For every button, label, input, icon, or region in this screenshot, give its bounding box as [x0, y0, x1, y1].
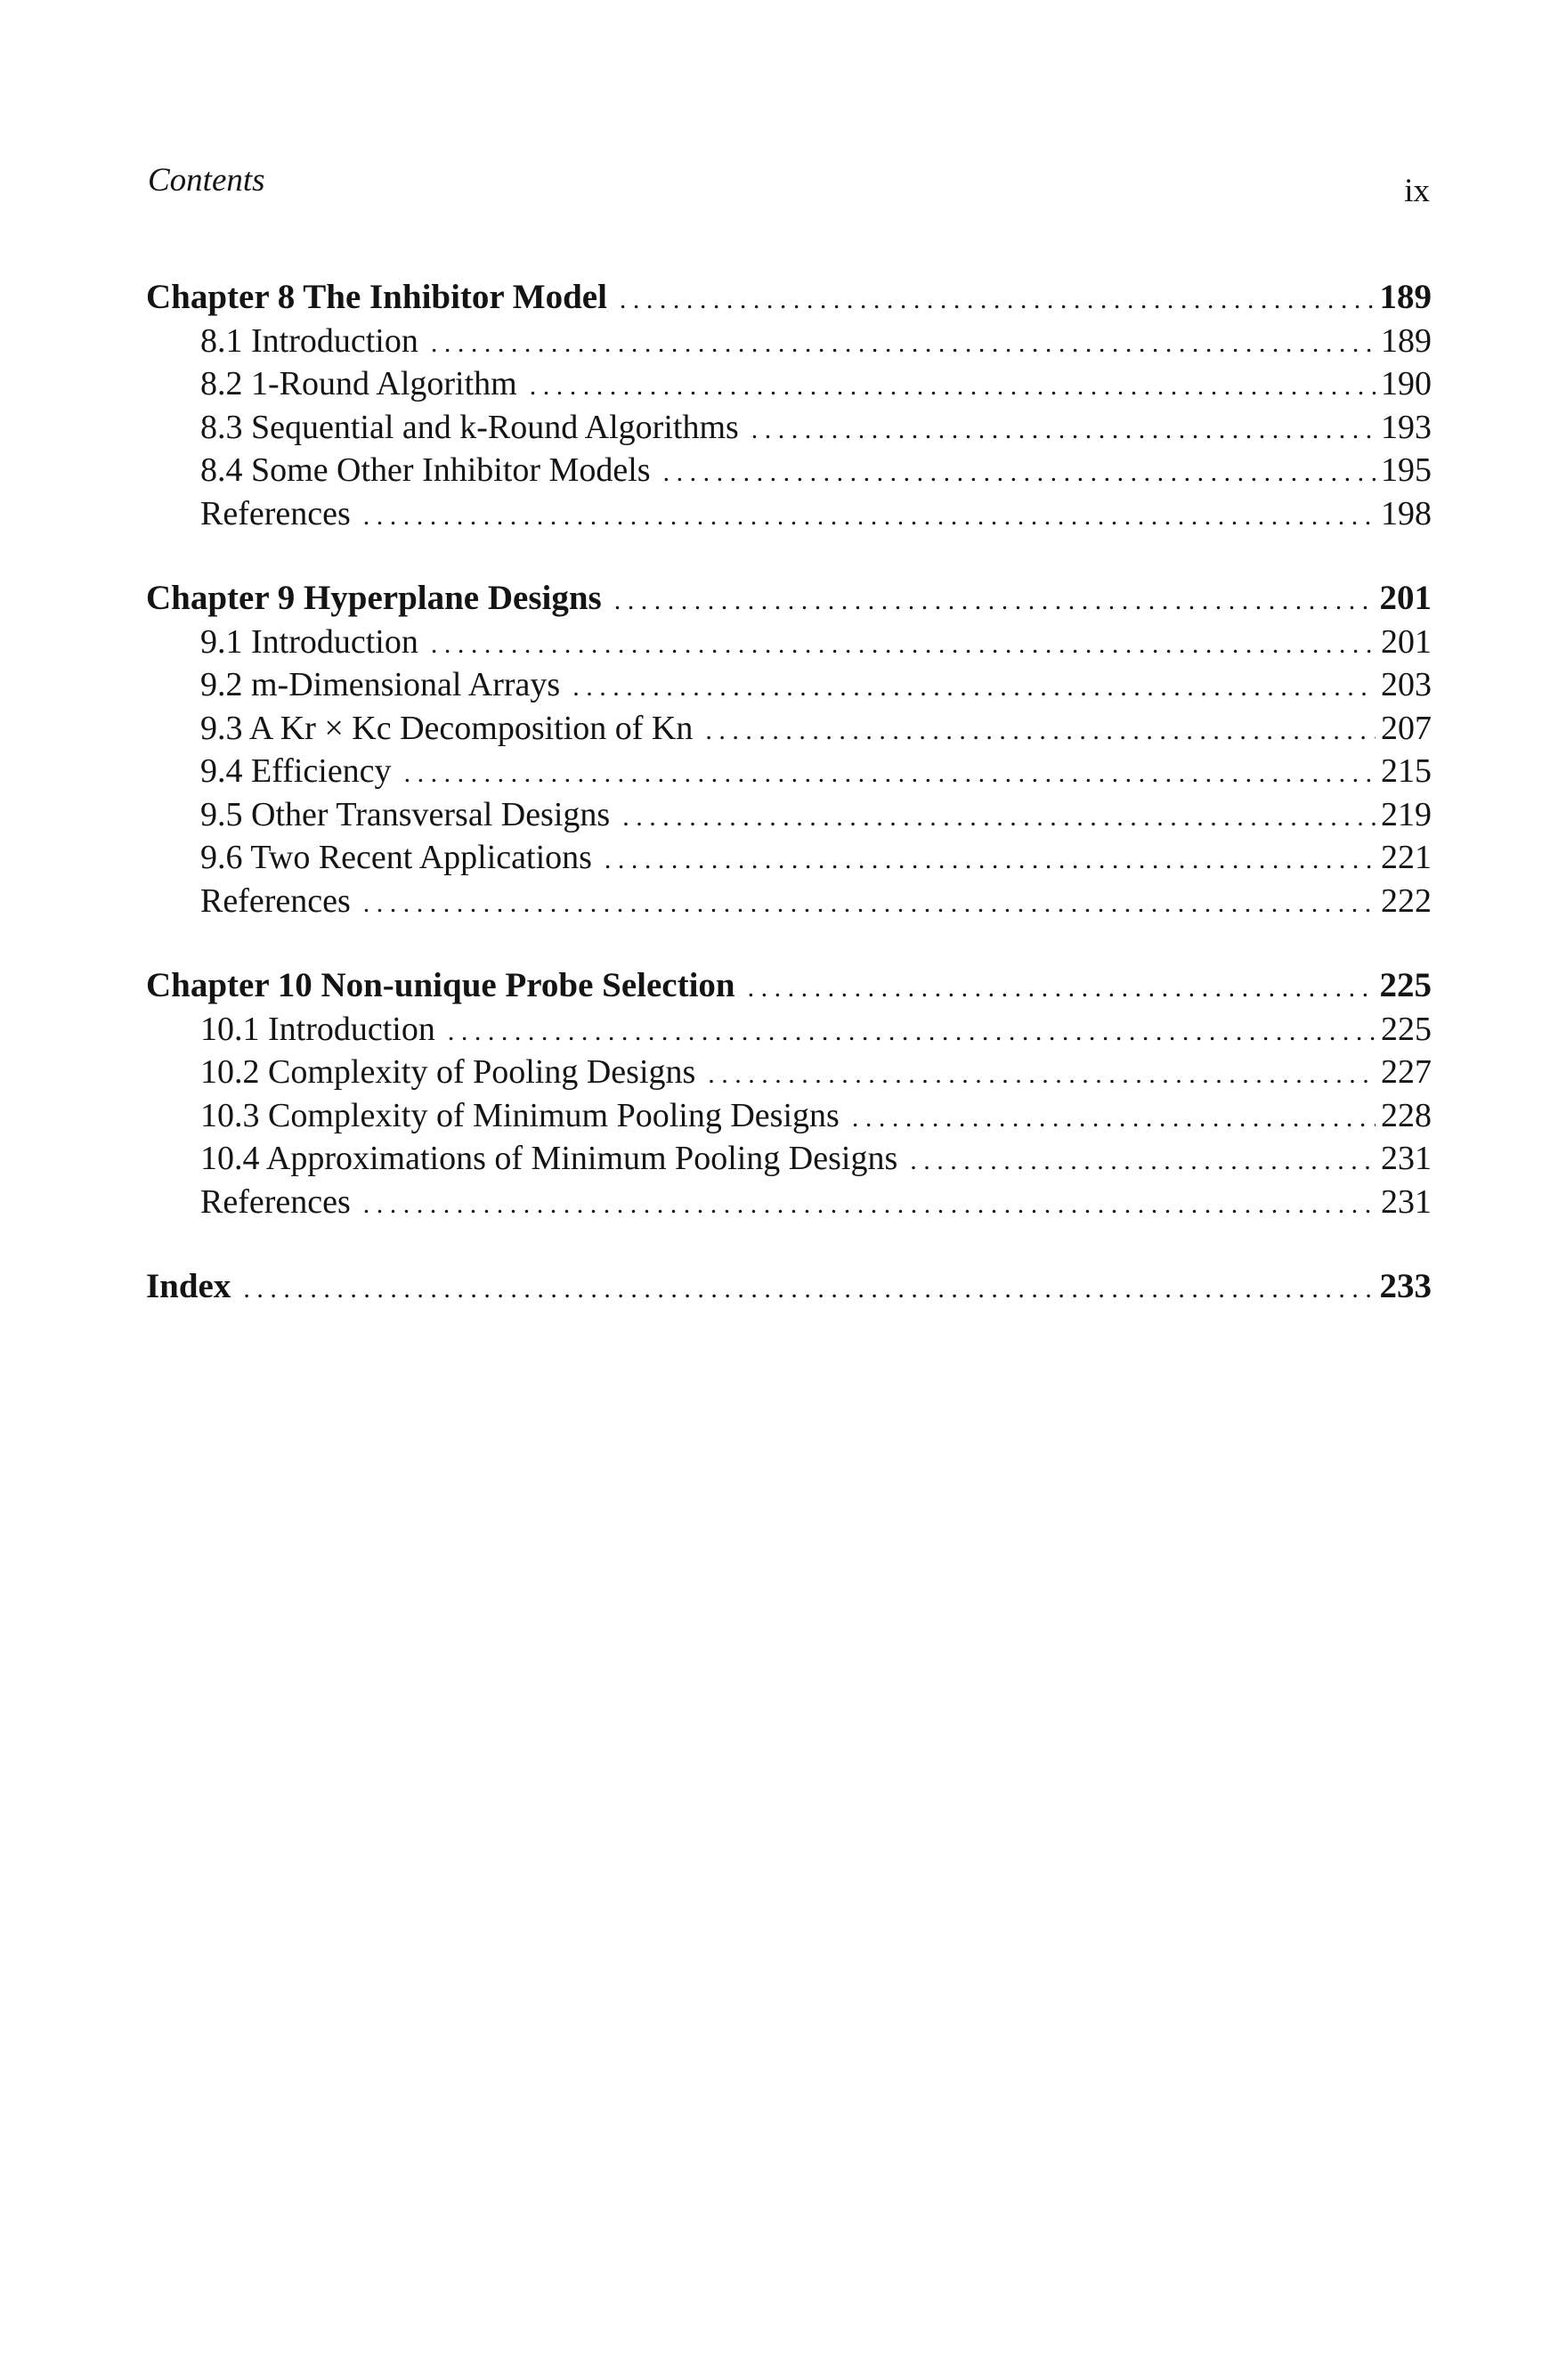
entry-page-number: 225	[1381, 1010, 1432, 1048]
page-number: ix	[1404, 173, 1430, 209]
toc-entry[interactable]	[146, 1008, 1432, 1052]
chapter-title: Chapter 9 Hyperplane Designs	[146, 579, 602, 617]
toc-chapter-heading[interactable]	[146, 964, 1432, 1008]
chapter-title: Chapter 8 The Inhibitor Model	[146, 278, 607, 316]
dot-leader	[605, 839, 1376, 882]
toc-entry[interactable]	[146, 621, 1432, 664]
chapter-10-block	[146, 964, 1432, 1223]
entry-page-number: 198	[1381, 494, 1432, 532]
chapter-8-block	[146, 276, 1432, 535]
chapter-title: Chapter 10 Non-unique Probe Selection	[146, 966, 735, 1004]
chapter-9-block	[146, 577, 1432, 922]
toc-entry[interactable]	[146, 1051, 1432, 1094]
dot-leader	[910, 1140, 1376, 1183]
dot-leader	[404, 752, 1376, 796]
toc-entry[interactable]	[146, 1181, 1432, 1224]
dot-leader	[363, 1183, 1376, 1227]
entry-page-number: 222	[1381, 881, 1432, 920]
entry-page-number: 190	[1381, 365, 1432, 402]
toc-entry[interactable]	[146, 663, 1432, 707]
chapter-page-number: 189	[1379, 278, 1432, 316]
entry-title: 9.3 A Kr × Kc Decomposition of Kn	[200, 709, 694, 747]
chapter-page-number: 225	[1379, 966, 1432, 1004]
dot-leader	[431, 623, 1376, 667]
dot-leader	[663, 451, 1376, 495]
entry-title: 10.3 Complexity of Minimum Pooling Designs	[200, 1096, 840, 1134]
dot-leader	[708, 1053, 1376, 1097]
entry-page-number: 201	[1381, 622, 1432, 661]
dot-leader	[705, 710, 1376, 753]
toc-entry[interactable]	[146, 707, 1432, 751]
toc-entry[interactable]	[146, 880, 1432, 923]
entry-page-number: 231	[1381, 1182, 1432, 1221]
dot-leader	[748, 967, 1375, 1011]
toc-index-heading[interactable]	[146, 1265, 1432, 1309]
toc-entry[interactable]	[146, 406, 1432, 450]
dot-leader	[530, 365, 1376, 409]
dot-leader	[572, 666, 1376, 710]
dot-leader	[363, 495, 1376, 539]
entry-title: 9.5 Other Transversal Designs	[200, 795, 611, 833]
dot-leader	[448, 1011, 1376, 1054]
entry-title: References	[200, 494, 351, 532]
entry-page-number: 215	[1381, 752, 1432, 790]
running-title: Contents	[148, 162, 265, 199]
entry-title: 9.4 Efficiency	[200, 752, 392, 790]
toc-entry[interactable]	[146, 750, 1432, 793]
dot-leader	[431, 322, 1376, 366]
entry-title: 8.1 Introduction	[200, 321, 418, 360]
dot-leader	[243, 1268, 1374, 1312]
dot-leader	[852, 1097, 1376, 1141]
entry-title: 10.1 Introduction	[200, 1010, 435, 1048]
index-page-number: 233	[1379, 1267, 1432, 1305]
dot-leader	[363, 882, 1376, 926]
entry-title: References	[200, 881, 351, 920]
dot-leader	[620, 279, 1375, 322]
entry-page-number: 221	[1381, 839, 1432, 876]
entry-page-number: 231	[1381, 1140, 1432, 1177]
entry-title: 10.4 Approximations of Minimum Pooling Designs	[200, 1140, 898, 1177]
entry-title: 9.2 m-Dimensional Arrays	[200, 666, 561, 703]
entry-page-number: 189	[1381, 321, 1432, 360]
toc-entry[interactable]	[146, 836, 1432, 880]
entry-page-number: 203	[1381, 666, 1432, 703]
toc-entry[interactable]	[146, 320, 1432, 363]
entry-page-number: 219	[1381, 795, 1432, 833]
entry-title: 10.2 Complexity of Pooling Designs	[200, 1053, 696, 1091]
dot-leader	[614, 580, 1375, 623]
entry-title: 8.4 Some Other Inhibitor Models	[200, 451, 651, 489]
entry-title: 9.1 Introduction	[200, 622, 418, 661]
toc-entry[interactable]	[146, 362, 1432, 406]
table-of-contents	[146, 276, 1432, 1309]
entry-page-number: 195	[1381, 451, 1432, 489]
entry-title: 9.6 Two Recent Applications	[200, 839, 592, 876]
toc-chapter-heading[interactable]	[146, 577, 1432, 621]
running-header	[148, 158, 1430, 209]
toc-chapter-heading[interactable]	[146, 276, 1432, 320]
entry-page-number: 227	[1381, 1053, 1432, 1091]
entry-page-number: 193	[1381, 408, 1432, 446]
entry-page-number: 207	[1381, 709, 1432, 747]
toc-entry[interactable]	[146, 1094, 1432, 1138]
toc-entry[interactable]	[146, 1137, 1432, 1181]
entry-page-number: 228	[1381, 1096, 1432, 1134]
toc-entry[interactable]	[146, 492, 1432, 536]
entry-title: 8.3 Sequential and k-Round Algorithms	[200, 408, 739, 446]
toc-entry[interactable]	[146, 449, 1432, 492]
toc-entry[interactable]	[146, 793, 1432, 837]
dot-leader	[751, 409, 1376, 452]
index-title: Index	[146, 1267, 231, 1305]
chapter-page-number: 201	[1379, 579, 1432, 617]
entry-title: References	[200, 1182, 351, 1221]
entry-title: 8.2 1-Round Algorithm	[200, 365, 517, 402]
dot-leader	[622, 796, 1376, 840]
